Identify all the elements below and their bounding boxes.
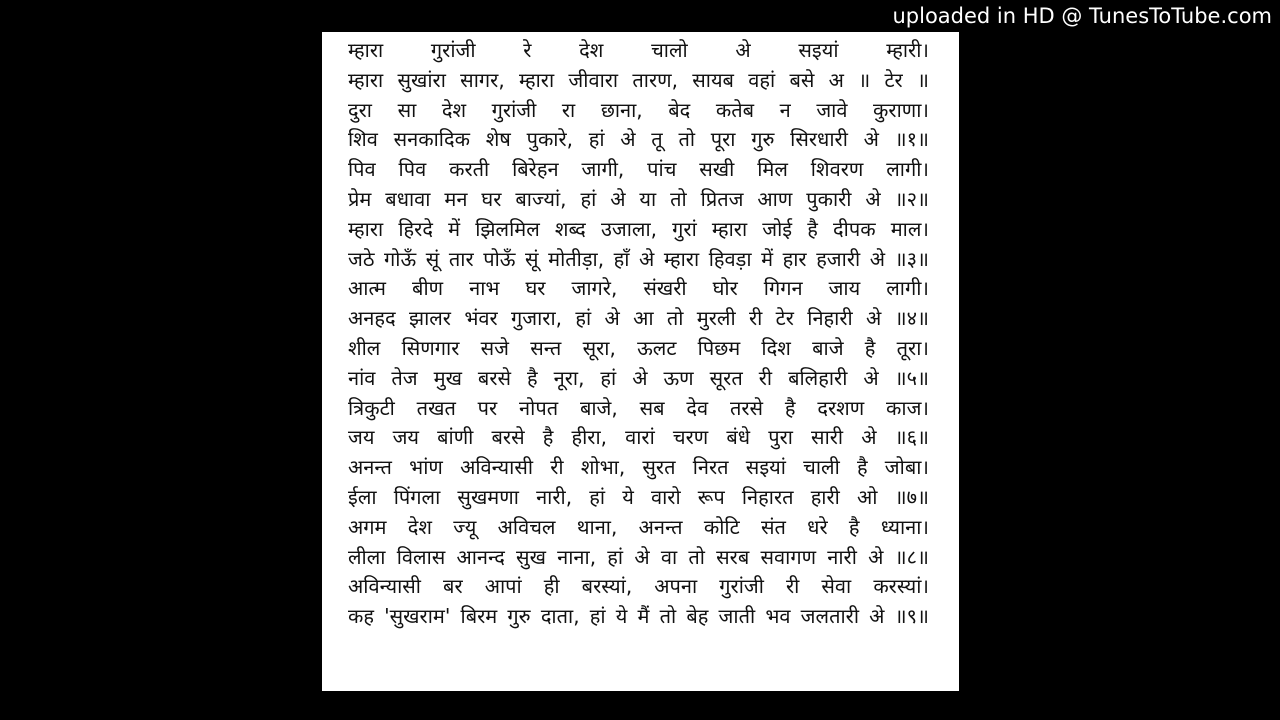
verse-line: नांव तेज मुख बरसे है नूरा, हां अे ऊण सूरत री बलिहारी अे ॥५॥ [348, 365, 929, 390]
verse-line: जय जय बांणी बरसे है हीरा, वारां चरण बंधे पुरा सारी अे ॥६॥ [348, 425, 929, 450]
verse-line: प्रेम बधावा मन घर बाज्यां, हां अे या तो प्रितज आण पुकारी अे ॥२॥ [348, 186, 929, 211]
verse-line: त्रिकुटी तखत पर नोपत बाजे, सब देव तरसे है दरशण काज। [348, 395, 929, 420]
verse-line: पिव पिव करती बिरेहन जागी, पांच सखी मिल शिवरण लागी। [348, 157, 929, 182]
verse-line: शील सिणगार सजे सन्त सूरा, ऊलट पिछम दिश बाजे है तूरा। [348, 335, 929, 360]
verse-line: कह 'सुखराम' बिरम गुरु दाता, हां ये मैं तो बेह जाती भव जलतारी अे ॥९॥ [348, 604, 929, 629]
lyrics-page [322, 32, 959, 691]
verse-line: लीला विलास आनन्द सुख नाना, हां अे वा तो सरब सवागण नारी अे ॥८॥ [348, 544, 929, 569]
upload-watermark: uploaded in HD @ TunesToTube.com [892, 4, 1272, 28]
verse-line: अगम देश ज्यू अविचल थाना, अनन्त कोटि संत धरे है ध्याना। [348, 514, 929, 539]
verse-line: अविन्यासी बर आपां ही बरस्यां, अपना गुरांजी री सेवा करस्यां। [348, 574, 929, 599]
verse-line: म्हारा सुखांरा सागर, म्हारा जीवारा तारण, सायब वहां बसे अ ॥ टेर ॥ [348, 67, 929, 92]
verse-line: आत्म बीण नाभ घर जागरे, संखरी घोर गिगन जाय लागी। [348, 276, 929, 301]
verse-line: शिव सनकादिक शेष पुकारे, हां अे तू तो पूरा गुरु सिरधारी अे ॥१॥ [348, 127, 929, 152]
verse-line: म्हारा गुरांजी रे देश चालो अे सइयां म्हारी। [348, 38, 929, 62]
verse-line: अनहद झालर भंवर गुजारा, हां अे आ तो मुरली री टेर निहारी अे ॥४॥ [348, 306, 929, 331]
verse-line: जठे गोऊँ सूं तार पोऊँ सूं मोतीड़ा, हाँ अे म्हारा हिवड़ा में हार हजारी अे ॥३॥ [348, 246, 929, 271]
verse-line: दुरा सा देश गुरांजी रा छाना, बेद कतेब न जावे कुराणा। [348, 97, 929, 122]
verse-line: म्हारा हिरदे में झिलमिल शब्द उजाला, गुरां म्हारा जोई है दीपक माल। [348, 216, 929, 241]
verse-line: अनन्त भांण अविन्यासी री शोभा, सुरत निरत सइयां चाली है जोबा। [348, 455, 929, 480]
verse-line: ईला पिंगला सुखमणा नारी, हां ये वारो रूप निहारत हारी ओ ॥७॥ [348, 484, 929, 509]
